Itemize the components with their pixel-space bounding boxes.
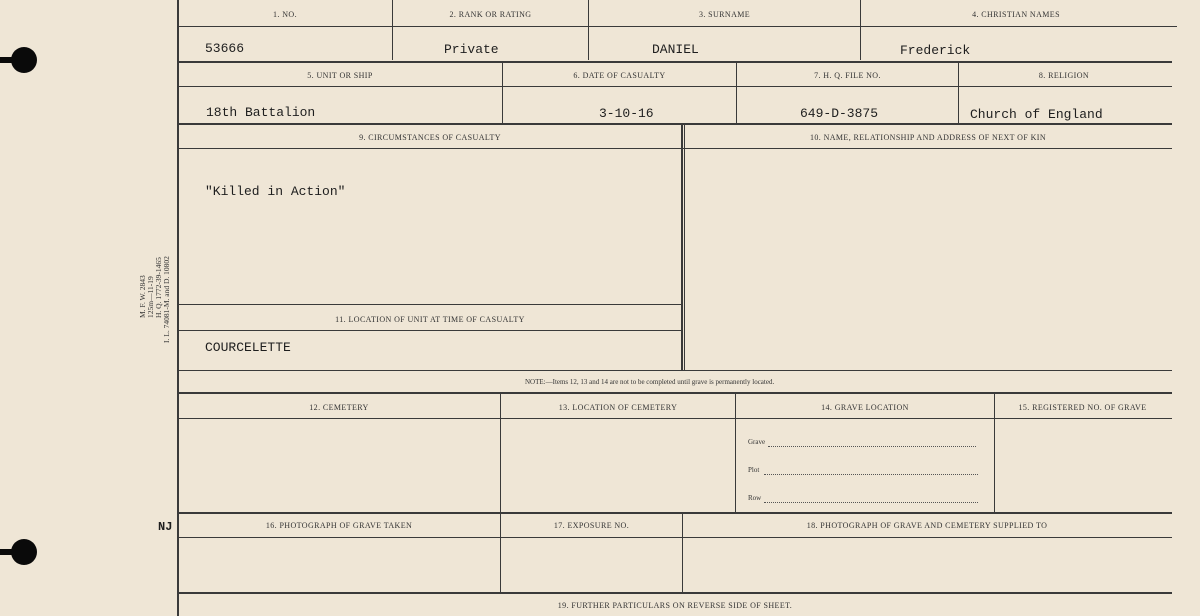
value-hq-file: 649-D-3875 — [800, 106, 879, 121]
form-number-line2: 125m—11-19 — [146, 276, 155, 318]
value-christian-names: Frederick — [900, 43, 971, 58]
clerk-initials: NJ — [158, 520, 173, 534]
divider — [177, 512, 1172, 514]
binder-tab-bottom — [0, 549, 14, 555]
divider — [177, 26, 1177, 27]
header-unit: 5. UNIT OR SHIP — [307, 71, 373, 80]
divider — [177, 370, 1172, 371]
value-date: 3-10-16 — [599, 106, 654, 121]
divider — [177, 392, 1172, 394]
header-rank: 2. RANK OR RATING — [449, 10, 532, 19]
header-surname: 3. SURNAME — [698, 10, 751, 19]
row-label: Row — [748, 494, 762, 502]
header-photo-taken: 16. PHOTOGRAPH OF GRAVE TAKEN — [265, 521, 413, 530]
row-dotted-line — [764, 502, 978, 503]
divider — [177, 418, 1172, 419]
form-number-line4: I. L. 74081-M. and D. 10802 — [162, 256, 171, 343]
divider — [177, 592, 1172, 594]
note-text: NOTE:—Items 12, 13 and 14 are not to be completed until grave is permanently located. — [525, 378, 775, 386]
left-border — [177, 0, 179, 616]
divider — [177, 330, 682, 331]
divider — [860, 0, 861, 60]
divider — [177, 537, 1172, 538]
header-grave-location: 14. GRAVE LOCATION — [821, 403, 909, 412]
divider — [177, 61, 1172, 63]
grave-label: Grave — [748, 438, 766, 446]
header-circumstances: 9. CIRCUMSTANCES OF CASUALTY — [359, 133, 501, 142]
header-no: 1. NO. — [273, 10, 297, 19]
plot-dotted-line — [764, 474, 978, 475]
binder-tab-top — [0, 57, 14, 63]
header-cemetery-location: 13. LOCATION OF CEMETERY — [558, 403, 678, 412]
value-rank: Private — [444, 42, 499, 57]
divider — [392, 0, 393, 60]
divider — [588, 0, 589, 60]
value-unit: 18th Battalion — [206, 105, 316, 120]
divider — [681, 125, 683, 370]
divider — [684, 125, 685, 370]
header-religion: 8. RELIGION — [1038, 71, 1090, 80]
header-next-of-kin: 10. NAME, RELATIONSHIP AND ADDRESS OF NEXT OF KIN — [809, 133, 1047, 142]
divider — [177, 123, 1172, 125]
value-circumstances: "Killed in Action" — [205, 184, 346, 199]
divider — [177, 304, 682, 305]
header-exposure: 17. EXPOSURE NO. — [553, 521, 630, 530]
header-hq-file: 7. H. Q. FILE NO. — [814, 71, 881, 80]
header-christian-names: 4. CHRISTIAN NAMES — [972, 10, 1060, 19]
grave-dotted-line — [768, 446, 976, 447]
plot-label: Plot — [748, 466, 760, 474]
header-photo-supplied: 18. PHOTOGRAPH OF GRAVE AND CEMETERY SUPPLIED TO — [806, 521, 1048, 530]
form-number-line1: M. F. W. 2843 — [138, 275, 147, 318]
header-date: 6. DATE OF CASUALTY — [573, 71, 666, 80]
value-no: 53666 — [205, 41, 245, 56]
binder-hole-bottom — [11, 539, 37, 565]
form-number-line3: H. Q. 1772-39-1465 — [154, 257, 163, 318]
header-cemetery: 12. CEMETERY — [309, 403, 369, 412]
value-religion: Church of England — [970, 107, 1103, 122]
value-surname: DANIEL — [652, 42, 699, 57]
header-registered-no: 15. REGISTERED NO. OF GRAVE — [1018, 403, 1147, 412]
header-further: 19. FURTHER PARTICULARS ON REVERSE SIDE OF SHEET. — [557, 601, 793, 610]
header-location: 11. LOCATION OF UNIT AT TIME OF CASUALTY — [335, 315, 525, 324]
divider — [177, 148, 1172, 149]
value-location: COURCELETTE — [205, 340, 291, 355]
binder-hole-top — [11, 47, 37, 73]
divider — [177, 86, 1172, 87]
